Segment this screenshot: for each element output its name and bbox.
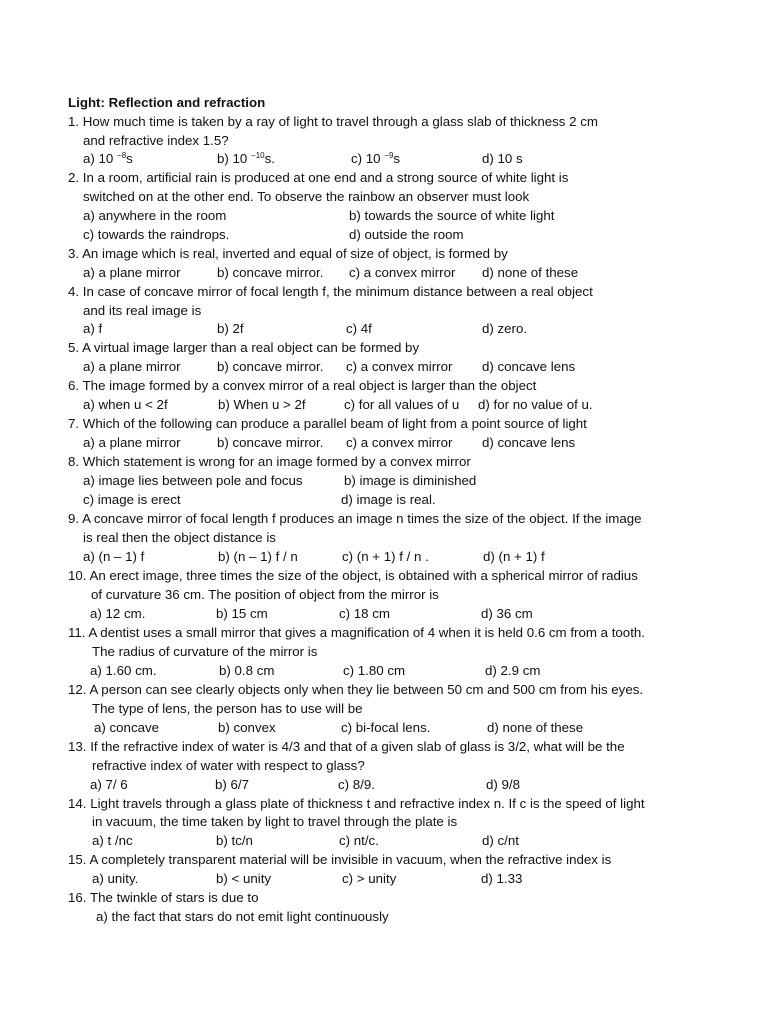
question-text: How much time is taken by a ray of light to travel through a glass slab of thickness 2 cm <box>82 114 598 129</box>
option-b: b) image is diminished <box>344 473 477 488</box>
option-b: b) concave mirror. <box>217 435 324 450</box>
question-text: The twinkle of stars is due to <box>89 890 259 905</box>
question-text-continued: refractive index of water with respect to glass? <box>92 758 365 773</box>
option-d: d) image is real. <box>341 492 436 507</box>
option-b: b) concave mirror. <box>217 265 324 280</box>
option-c: c) 8/9. <box>338 777 375 792</box>
question-number: 10. <box>68 568 87 583</box>
question-text: A person can see clearly objects only when they lie between 50 cm and 500 cm from his eyes. <box>89 682 644 697</box>
option-a: a) 12 cm. <box>90 606 146 621</box>
option-c: c) 4f <box>346 321 372 336</box>
question-6 <box>68 376 536 395</box>
option-d: d) 1.33 <box>481 871 523 886</box>
option-d <box>482 149 523 168</box>
option-c: c) for all values of u <box>344 397 460 412</box>
question-2 <box>68 168 568 187</box>
question-4 <box>68 282 593 301</box>
option-a: a) a plane mirror <box>83 359 181 374</box>
option-d: d) for no value of u. <box>478 397 593 412</box>
option-a: a) when u < 2f <box>83 397 168 412</box>
question-text: In a room, artificial rain is produced at one end and a strong source of white light is <box>82 170 569 185</box>
option-a <box>83 149 133 168</box>
option-unit: s <box>126 151 133 166</box>
option-d: d) zero. <box>482 321 528 336</box>
question-16 <box>68 888 258 907</box>
question-number: 2. <box>68 170 80 185</box>
question-14 <box>68 794 645 813</box>
option-b: b) towards the source of white light <box>349 208 555 223</box>
option-a: a) concave <box>94 720 160 735</box>
question-7 <box>68 414 587 433</box>
question-number: 11. <box>68 625 86 640</box>
question-text: In case of concave mirror of focal length f, the minimum distance between a real object <box>82 284 593 299</box>
option-c: c) 1.80 cm <box>343 663 406 678</box>
option-a: a) (n – 1) f <box>83 549 145 564</box>
option-d: d) 2.9 cm <box>485 663 541 678</box>
exponent: −8 <box>117 151 127 160</box>
option-c: c) (n + 1) f / n . <box>342 549 429 564</box>
question-text-continued: The radius of curvature of the mirror is <box>92 644 318 659</box>
option-unit: s. <box>264 151 275 166</box>
option-d: d) outside the room <box>349 227 464 242</box>
option-b: b) 15 cm <box>216 606 268 621</box>
question-number: 13. <box>68 739 87 754</box>
question-text: If the refractive index of water is 4/3 and that of a given slab of glass is 3/2, what will be the <box>90 739 625 754</box>
option-b: b) 0.8 cm <box>219 663 275 678</box>
question-13 <box>68 737 625 756</box>
question-text: Which statement is wrong for an image formed by a convex mirror <box>82 454 471 469</box>
question-number: 5. <box>68 340 80 355</box>
option-text: c) 10 <box>351 151 385 166</box>
question-8 <box>68 452 471 471</box>
option-b: b) When u > 2f <box>218 397 306 412</box>
question-15 <box>68 850 611 869</box>
question-11 <box>68 623 645 642</box>
option-b: b) concave mirror. <box>217 359 324 374</box>
worksheet-title: Light: Reflection and refraction <box>68 95 266 110</box>
option-unit: s <box>393 151 401 166</box>
option-d: d) (n + 1) f <box>483 549 545 564</box>
option-a: a) image lies between pole and focus <box>83 473 303 488</box>
option-a: a) 7/ 6 <box>90 777 128 792</box>
option-c: c) image is erect <box>83 492 181 507</box>
option-d: d) 9/8 <box>486 777 521 792</box>
option-c <box>351 149 400 168</box>
question-number: 8. <box>68 454 80 469</box>
question-text-continued: is real then the object distance is <box>83 530 276 545</box>
question-number: 12. <box>68 682 87 697</box>
question-text: The image formed by a convex mirror of a real object is larger than the object <box>82 378 537 393</box>
question-text-continued: and its real image is <box>83 303 202 318</box>
question-9 <box>68 509 642 528</box>
option-b: b) < unity <box>216 871 272 886</box>
option-a: a) anywhere in the room <box>83 208 227 223</box>
question-text-continued: switched on at the other end. To observe the rainbow an observer must look <box>83 189 530 204</box>
option-a: a) unity. <box>92 871 139 886</box>
option-a: a) the fact that stars do not emit light continuously <box>96 909 389 924</box>
question-text: A virtual image larger than a real object can be formed by <box>82 340 420 355</box>
option-b <box>217 149 275 168</box>
question-text: An image which is real, inverted and equal of size of object, is formed by <box>82 246 508 261</box>
question-text: A completely transparent material will be invisible in vacuum, when the refractive index is <box>89 852 612 867</box>
question-text: A concave mirror of focal length f produces an image n times the size of the object. If the image <box>82 511 642 526</box>
option-d: d) none of these <box>482 265 579 280</box>
question-10 <box>68 566 638 585</box>
option-c: c) a convex mirror <box>346 435 453 450</box>
option-c: c) 18 cm <box>339 606 390 621</box>
option-d: d) concave lens <box>482 435 576 450</box>
question-number: 16. <box>68 890 87 905</box>
option-b: b) 2f <box>217 321 244 336</box>
question-number: 14. <box>68 796 87 811</box>
option-text: b) 10 <box>217 151 252 166</box>
question-number: 4. <box>68 284 80 299</box>
option-c: c) nt/c. <box>339 833 379 848</box>
question-text-continued: in vacuum, the time taken by light to travel through the plate is <box>92 814 458 829</box>
option-c: c) a convex mirror <box>349 265 456 280</box>
question-text-continued: of curvature 36 cm. The position of object from the mirror is <box>91 587 439 602</box>
question-12 <box>68 680 643 699</box>
option-c: c) bi-focal lens. <box>341 720 431 735</box>
option-text: a) 10 <box>83 151 118 166</box>
question-text-continued: The type of lens, the person has to use will be <box>92 701 363 716</box>
question-number: 1. <box>68 114 80 129</box>
option-b: b) (n – 1) f / n <box>218 549 298 564</box>
option-a: a) a plane mirror <box>83 265 181 280</box>
question-number: 15. <box>68 852 87 867</box>
option-d: d) 36 cm <box>481 606 533 621</box>
option-a: a) f <box>83 321 103 336</box>
question-text: Light travels through a glass plate of thickness t and refractive index n. If c is the speed of light <box>90 796 645 811</box>
option-c: c) > unity <box>342 871 397 886</box>
option-c: c) a convex mirror <box>346 359 453 374</box>
exponent: −10 <box>251 151 265 160</box>
option-a: a) a plane mirror <box>83 435 181 450</box>
question-text: An erect image, three times the size of the object, is obtained with a spherical mirror of radius <box>89 568 638 583</box>
option-d: d) concave lens <box>482 359 576 374</box>
question-text-continued: and refractive index 1.5? <box>83 133 229 148</box>
exponent: −9 <box>384 151 394 160</box>
question-number: 9. <box>68 511 80 526</box>
option-b: b) 6/7 <box>215 777 250 792</box>
option-a: a) t /nc <box>92 833 133 848</box>
option-d: d) c/nt <box>482 833 519 848</box>
question-1 <box>68 112 598 131</box>
question-text: Which of the following can produce a parallel beam of light from a point source of light <box>82 416 587 431</box>
question-number: 7. <box>68 416 80 431</box>
option-a: a) 1.60 cm. <box>90 663 157 678</box>
question-text: A dentist uses a small mirror that gives a magnification of 4 when it is held 0.6 cm from a tooth. <box>88 625 645 640</box>
option-text: d) 10 s <box>482 151 523 166</box>
option-b: b) convex <box>218 720 276 735</box>
question-3 <box>68 244 508 263</box>
option-c: c) towards the raindrops. <box>83 227 230 242</box>
question-number: 3. <box>68 246 80 261</box>
option-d: d) none of these <box>487 720 584 735</box>
option-b: b) tc/n <box>216 833 253 848</box>
question-number: 6. <box>68 378 80 393</box>
question-5 <box>68 338 419 357</box>
